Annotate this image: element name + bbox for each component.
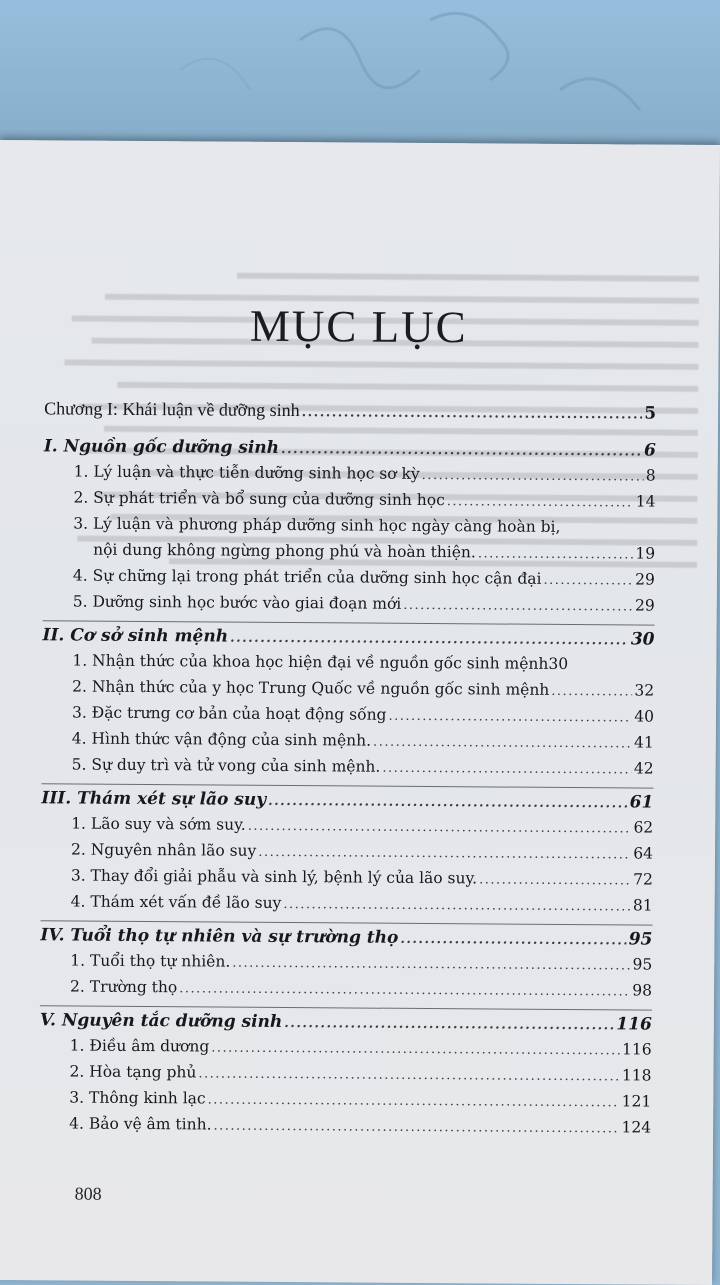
item-page: 32 — [634, 681, 655, 700]
item-label: 1. Điều âm dương — [69, 1036, 210, 1056]
item-page: 98 — [632, 981, 653, 1000]
item-page: 72 — [633, 870, 653, 889]
backdrop — [0, 0, 720, 150]
section-label: I. Nguồn gốc dưỡng sinh — [43, 436, 280, 458]
section-label: III. Thám xét sự lão suy — [41, 788, 267, 810]
item-page: 116 — [622, 1040, 652, 1059]
leader-dots — [232, 956, 630, 974]
item-label: 3. Thông kinh lạc — [69, 1088, 206, 1108]
section-page: 95 — [628, 929, 653, 950]
leader-dots — [422, 468, 644, 485]
chapter-page: 5 — [644, 403, 657, 424]
item-label: 2. Trường thọ — [70, 977, 178, 997]
item-label: nội dung không ngừng phong phú và hoàn thiện. — [93, 540, 476, 562]
leader-dots — [268, 794, 628, 812]
leader-dots — [479, 872, 631, 888]
item-page: 42 — [633, 759, 654, 778]
item-label: 4. Bảo vệ âm tinh. — [69, 1114, 212, 1134]
page-number: 808 — [74, 1183, 102, 1204]
leader-dots — [179, 981, 630, 999]
page-title: MỤC LỤC — [249, 300, 468, 353]
item-page: 62 — [633, 818, 654, 837]
item-page: 8 — [645, 466, 656, 485]
section-label: IV. Tuổi thọ tự nhiên và sự trường thọ — [40, 925, 399, 948]
item-page: 81 — [632, 896, 653, 915]
toc-item — [42, 755, 654, 785]
item-page: 95 — [632, 955, 653, 974]
item-label: 5. Dưỡng sinh học bước vào giai đoạn mới — [72, 592, 402, 613]
leader-dots — [447, 494, 634, 510]
section-page: 61 — [629, 792, 654, 813]
leader-dots — [400, 932, 626, 949]
item-label: 5. Sự duy trì và tử vong của sinh mệnh. — [71, 755, 381, 776]
leader-dots — [208, 1092, 620, 1110]
leader-dots — [543, 573, 633, 589]
table-of-contents — [39, 396, 656, 1144]
item-label: 2. Sự phát triển và bổ sung của dưỡng sinh học — [73, 488, 445, 510]
item-label: 4. Hình thức vận động của sinh mệnh. — [71, 729, 372, 750]
leader-dots — [382, 761, 632, 778]
item-page: 29 — [635, 570, 656, 589]
leader-dots — [284, 1016, 614, 1033]
item-label: 1. Lý luận và thực tiễn dưỡng sinh học sơ kỳ — [73, 462, 420, 483]
section-page: 30 — [630, 629, 655, 650]
item-label: 3. Thay đổi giải phẫu và sinh lý, bệnh lý của lão suy. — [70, 866, 478, 888]
item-page: 29 — [634, 596, 655, 615]
section-page: 6 — [643, 440, 656, 461]
item-page: 30 — [548, 654, 569, 673]
item-label: 2. Nguyên nhân lão suy — [70, 840, 257, 860]
leader-dots — [230, 631, 629, 649]
item-page: 118 — [621, 1066, 652, 1085]
leader-dots — [388, 709, 632, 726]
leader-dots — [248, 819, 632, 837]
item-label: 3. Đặc trưng cơ bản của hoạt động sống — [71, 703, 387, 724]
toc-item — [43, 592, 655, 622]
leader-dots — [213, 1119, 619, 1137]
leader-dots — [258, 845, 631, 863]
item-page: 124 — [621, 1118, 652, 1137]
toc-chapter — [44, 398, 656, 436]
item-page: 14 — [635, 492, 656, 511]
item-label: 2. Nhận thức của y học Trung Quốc về nguồn gốc sinh mệnh — [72, 677, 550, 699]
item-label: 4. Thám xét vấn đề lão suy — [70, 892, 282, 912]
item-page: 121 — [621, 1092, 652, 1111]
leader-dots — [478, 546, 634, 562]
item-label: 1. Nhận thức của khoa học hiện đại về nguồn gốc sinh mệnh — [72, 651, 549, 673]
section-page: 116 — [616, 1014, 652, 1035]
item-page: 40 — [634, 707, 655, 726]
leader-dots — [373, 735, 632, 752]
background-scribble — [0, 0, 720, 150]
item-label: 4. Sự chững lại trong phát triển của dưỡng sinh học cận đại — [72, 566, 542, 588]
book-page — [0, 140, 720, 1285]
leader-dots — [302, 405, 643, 422]
toc-item — [39, 1114, 651, 1144]
leader-dots — [281, 442, 642, 460]
item-label: 1. Lão suy và sớm suy. — [71, 814, 246, 834]
item-page: 19 — [635, 544, 656, 563]
leader-dots — [551, 684, 632, 700]
leader-dots — [198, 1066, 620, 1084]
leader-dots — [211, 1040, 620, 1058]
item-page: 64 — [633, 844, 654, 863]
item-label: 3. Lý luận và phương pháp dưỡng sinh học ngày càng hoàn bị, — [73, 514, 561, 536]
chapter-label: Chương I: Khái luận về dưỡng sinh — [44, 398, 300, 421]
toc-item — [41, 892, 653, 922]
item-page: 41 — [634, 733, 654, 752]
toc-item — [40, 977, 652, 1007]
section-label: V. Nguyên tắc dưỡng sinh — [39, 1010, 283, 1032]
item-label: 1. Tuổi thọ tự nhiên. — [70, 951, 231, 971]
item-label: 2. Hòa tạng phủ — [69, 1062, 197, 1082]
section-label: II. Cơ sở sinh mệnh — [42, 625, 229, 647]
leader-dots — [403, 598, 633, 615]
leader-dots — [283, 897, 631, 914]
